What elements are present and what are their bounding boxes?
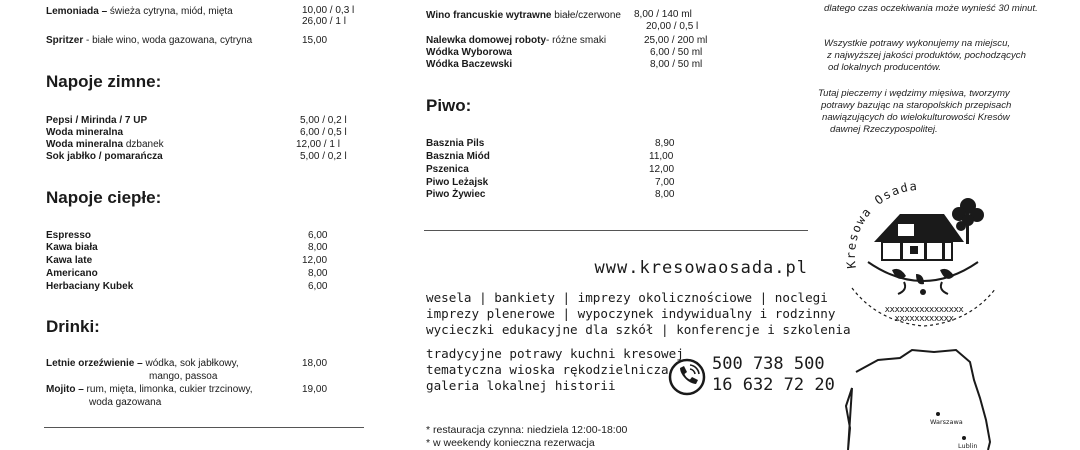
price: 8,00 / 140 ml: [634, 9, 692, 20]
price: 6,00 / 0,5 l: [300, 127, 347, 138]
menu-item: Basznia Miód: [426, 151, 490, 162]
menu-item: Pszenica: [426, 164, 469, 175]
svg-text:xxxxxxxxxxxx: xxxxxxxxxxxx: [894, 314, 954, 324]
menu-item-drink: Mojito – rum, mięta, limonka, cukier trzcinowy,: [46, 384, 253, 395]
phone-numbers[interactable]: 500 738 500 16 632 72 20: [712, 354, 835, 395]
menu-item: Kawa biała: [46, 242, 98, 253]
menu-item: Herbaciany Kubek: [46, 281, 134, 292]
city-marker: [936, 412, 940, 416]
phone-icon: [667, 357, 707, 397]
price: 8,90: [655, 138, 675, 149]
price: 8,00: [655, 189, 675, 200]
price: 19,00: [302, 384, 328, 395]
features-list: tradycyjne potrawy kuchni kresowej tematyczna wioska rękodzielnicza galeria lokalnej historii: [426, 346, 684, 393]
menu-item-spritzer: Spritzer - białe wino, woda gazowana, cytryna: [46, 35, 253, 46]
price: 18,00: [302, 358, 328, 369]
menu-item-drink: Letnie orzeźwienie – wódka, sok jabłkowy,: [46, 358, 239, 369]
menu-item: Sok jabłko / pomarańcza: [46, 151, 163, 162]
divider: [424, 230, 808, 231]
city-lublin: Lublin: [958, 442, 978, 450]
note-local-products: Wszystkie potrawy wykonujemy na miejscu, z najwyższej jakości produktów, pochodzących od lokalnych producentów.: [824, 38, 1026, 73]
price: 8,00: [308, 242, 328, 253]
folk-pattern-icon: [868, 262, 978, 295]
menu-item-lemoniada: Lemoniada – świeża cytryna, miód, mięta: [46, 6, 233, 17]
menu-item: Espresso: [46, 230, 92, 241]
price: 7,00: [655, 177, 675, 188]
divider: [44, 427, 364, 428]
menu-item-wine: Wino francuskie wytrawne białe/czerwone: [426, 10, 621, 21]
services-list: wesela | bankiety | imprezy okolicznościowe | noclegi imprezy plenerowe | wypoczynek indywidualny i rodzinny wycieczki edukacyjne dla szkół | konferencje i szkolenia: [426, 290, 851, 337]
price: 11,00: [649, 151, 674, 162]
menu-item: Basznia Pils: [426, 138, 485, 149]
menu-item: Kawa late: [46, 255, 93, 266]
menu-item: Piwo Leżajsk: [426, 177, 489, 188]
price: 6,00 / 50 ml: [650, 47, 703, 58]
section-heading-drinks: Drinki:: [46, 317, 100, 336]
menu-item-desc: mango, passoa: [149, 371, 218, 382]
price: 26,00 / 1 l: [302, 16, 346, 27]
kresowa-osada-logo: [838, 170, 1008, 330]
city-warszawa: Warszawa: [930, 418, 963, 426]
section-heading-cold: Napoje zimne:: [46, 72, 162, 91]
price: 12,00: [649, 164, 675, 175]
website-link[interactable]: www.kresowaosada.pl: [594, 258, 808, 278]
menu-item: Americano: [46, 268, 98, 279]
menu-item: Nalewka domowej roboty- różne smaki: [426, 35, 607, 46]
price: 12,00: [302, 255, 328, 266]
menu-item: Woda mineralna: [46, 127, 124, 138]
price: 8,00 / 50 ml: [650, 59, 703, 70]
section-heading-hot: Napoje ciepłe:: [46, 188, 162, 207]
price: 6,00: [308, 281, 328, 292]
note-wait-time: dlatego czas oczekiwania może wynieść 30 minut.: [824, 3, 1038, 14]
section-heading-beer: Piwo:: [426, 96, 472, 115]
price: 6,00: [308, 230, 328, 241]
city-marker: [962, 436, 966, 440]
price: 10,00 / 0,3 l: [302, 5, 355, 16]
menu-item: Wódka Wyborowa: [426, 47, 512, 58]
menu-item: Woda mineralna dzbanek: [46, 139, 164, 150]
menu-item: Pepsi / Mirinda / 7 UP: [46, 115, 148, 126]
price: 8,00: [308, 268, 328, 279]
price: 20,00 / 0,5 l: [646, 21, 699, 32]
svg-text:xxxxxxxxxxxxxxxx: xxxxxxxxxxxxxxxx: [884, 305, 964, 315]
menu-item-desc: woda gazowana: [89, 397, 162, 408]
menu-item: Wódka Baczewski: [426, 59, 513, 70]
footnote: * restauracja czynna: niedziela 12:00-18:00: [426, 424, 628, 436]
price: 25,00 / 200 ml: [644, 35, 708, 46]
price: 15,00: [302, 35, 328, 46]
price: 5,00 / 0,2 l: [300, 151, 347, 162]
house-icon: [874, 214, 964, 260]
footnote: * w weekendy konieczna rezerwacja: [426, 437, 595, 449]
price: 12,00 / 1 l: [296, 139, 340, 150]
menu-item: Piwo Żywiec: [426, 189, 486, 200]
note-traditions: Tutaj pieczemy i wędzimy mięsiwa, tworzymy potrawy bazując na staropolskich przepisach nawiązujących do wielokulturowości Kresów dawnej Rzeczypospolitej.: [818, 88, 1012, 135]
price: 5,00 / 0,2 l: [300, 115, 347, 126]
poland-map: [838, 344, 1008, 450]
logo-text: Kresowa Osada: [843, 178, 919, 270]
